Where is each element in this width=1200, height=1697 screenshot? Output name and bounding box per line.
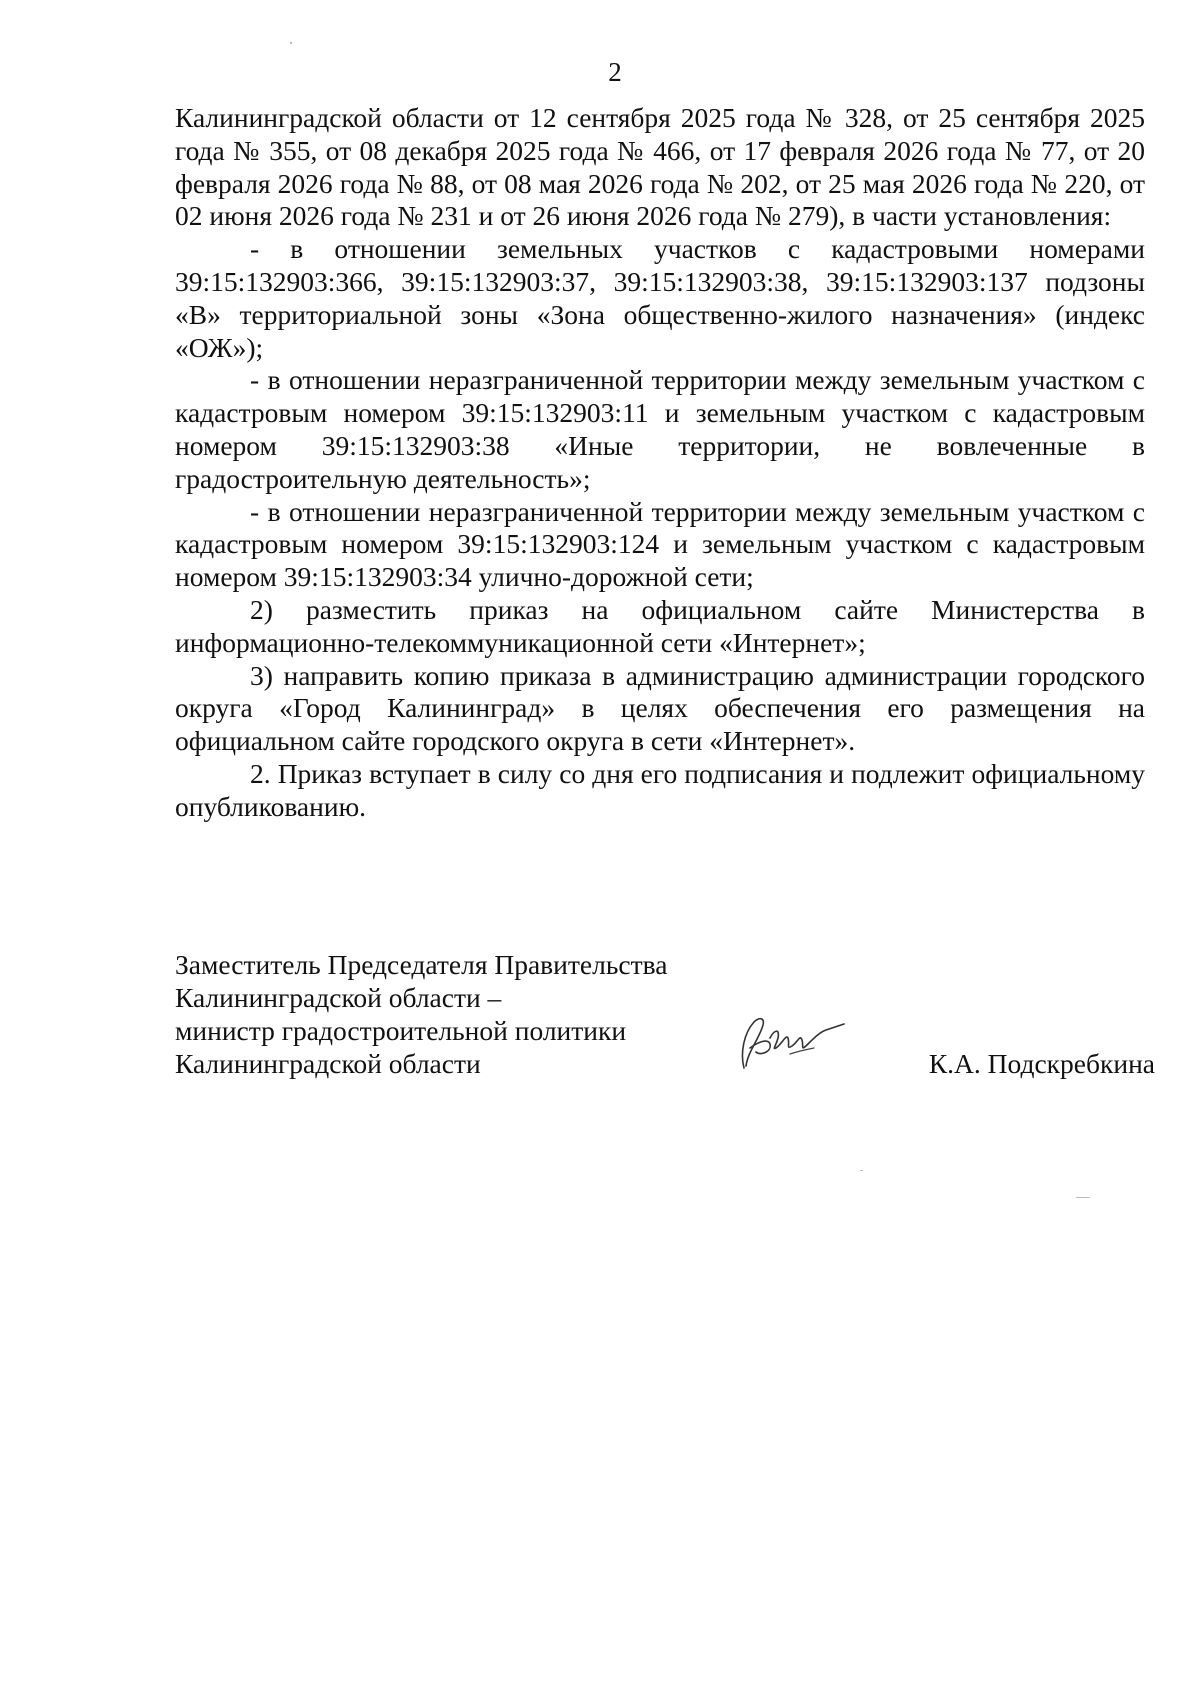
signatory-position-line: Заместитель Председателя Правительства (175, 949, 668, 980)
paragraph-publish-site: 2) разместить приказ на официальном сайте Министерства в информационно-телекоммуникационной сети «Интернет»; (175, 593, 1145, 658)
document-body (175, 102, 1145, 824)
paragraph-territory-roads: - в отношении неразграниченной территории между земельным участком с кадастровым номером 39:15:132903:124 и земельным участком с кадастровым номером 39:15:132903:34 улично-дорожной сети; (175, 495, 1145, 593)
signatory-position-line: министр градостроительной политики (175, 1015, 627, 1046)
scan-speck (290, 42, 292, 44)
paragraph-effective-date: 2. Приказ вступает в силу со дня его подписания и подлежит официальному опубликованию. (175, 757, 1145, 822)
signature-block (175, 948, 1155, 1088)
paragraph-land-plots: - в отношении земельных участков с кадастровыми номерами 39:15:132903:366, 39:15:132903:37, 39:15:132903:38, 39:15:132903:137 подзоны «В» территориальной зоны «Зона общественно-жилого назначения» (индекс «ОЖ»); (175, 233, 1145, 363)
signatory-name: К.А. Подскребкина (928, 1048, 1155, 1079)
signatory-position-line: Калининградской области (175, 1048, 481, 1079)
scan-speck (1076, 1197, 1090, 1198)
handwritten-signature (730, 1008, 850, 1078)
page-number: 2 (608, 57, 622, 87)
paragraph-send-copy: 3) направить копию приказа в администрацию администрации городского округа «Город Калининград» в целях обеспечения его размещения на официальном сайте городского округа в сети «Интернет». (175, 659, 1145, 757)
signatory-position-line: Калининградской области – (175, 982, 502, 1013)
paragraph-territory-other: - в отношении неразграниченной территории между земельным участком с кадастровым номером 39:15:132903:11 и земельным участком с кадастровым номером 39:15:132903:38 «Иные территории, не вовлеченные в градостроительную деятельность»; (175, 364, 1145, 494)
scan-speck (860, 1170, 863, 1171)
signatory-position (175, 948, 667, 1080)
paragraph-continuation: Калининградской области от 12 сентября 2025 года № 328, от 25 сентября 2025 года № 355, от 08 декабря 2025 года № 466, от 17 февраля 2026 года № 77, от 20 февраля 2026 года № 88, от 08 мая 2026 года № 202, от 25 мая 2026 года № 220, от 02 июня 2026 года № 231 и от 26 июня 2026 года № 279), в части установления: (175, 102, 1145, 232)
